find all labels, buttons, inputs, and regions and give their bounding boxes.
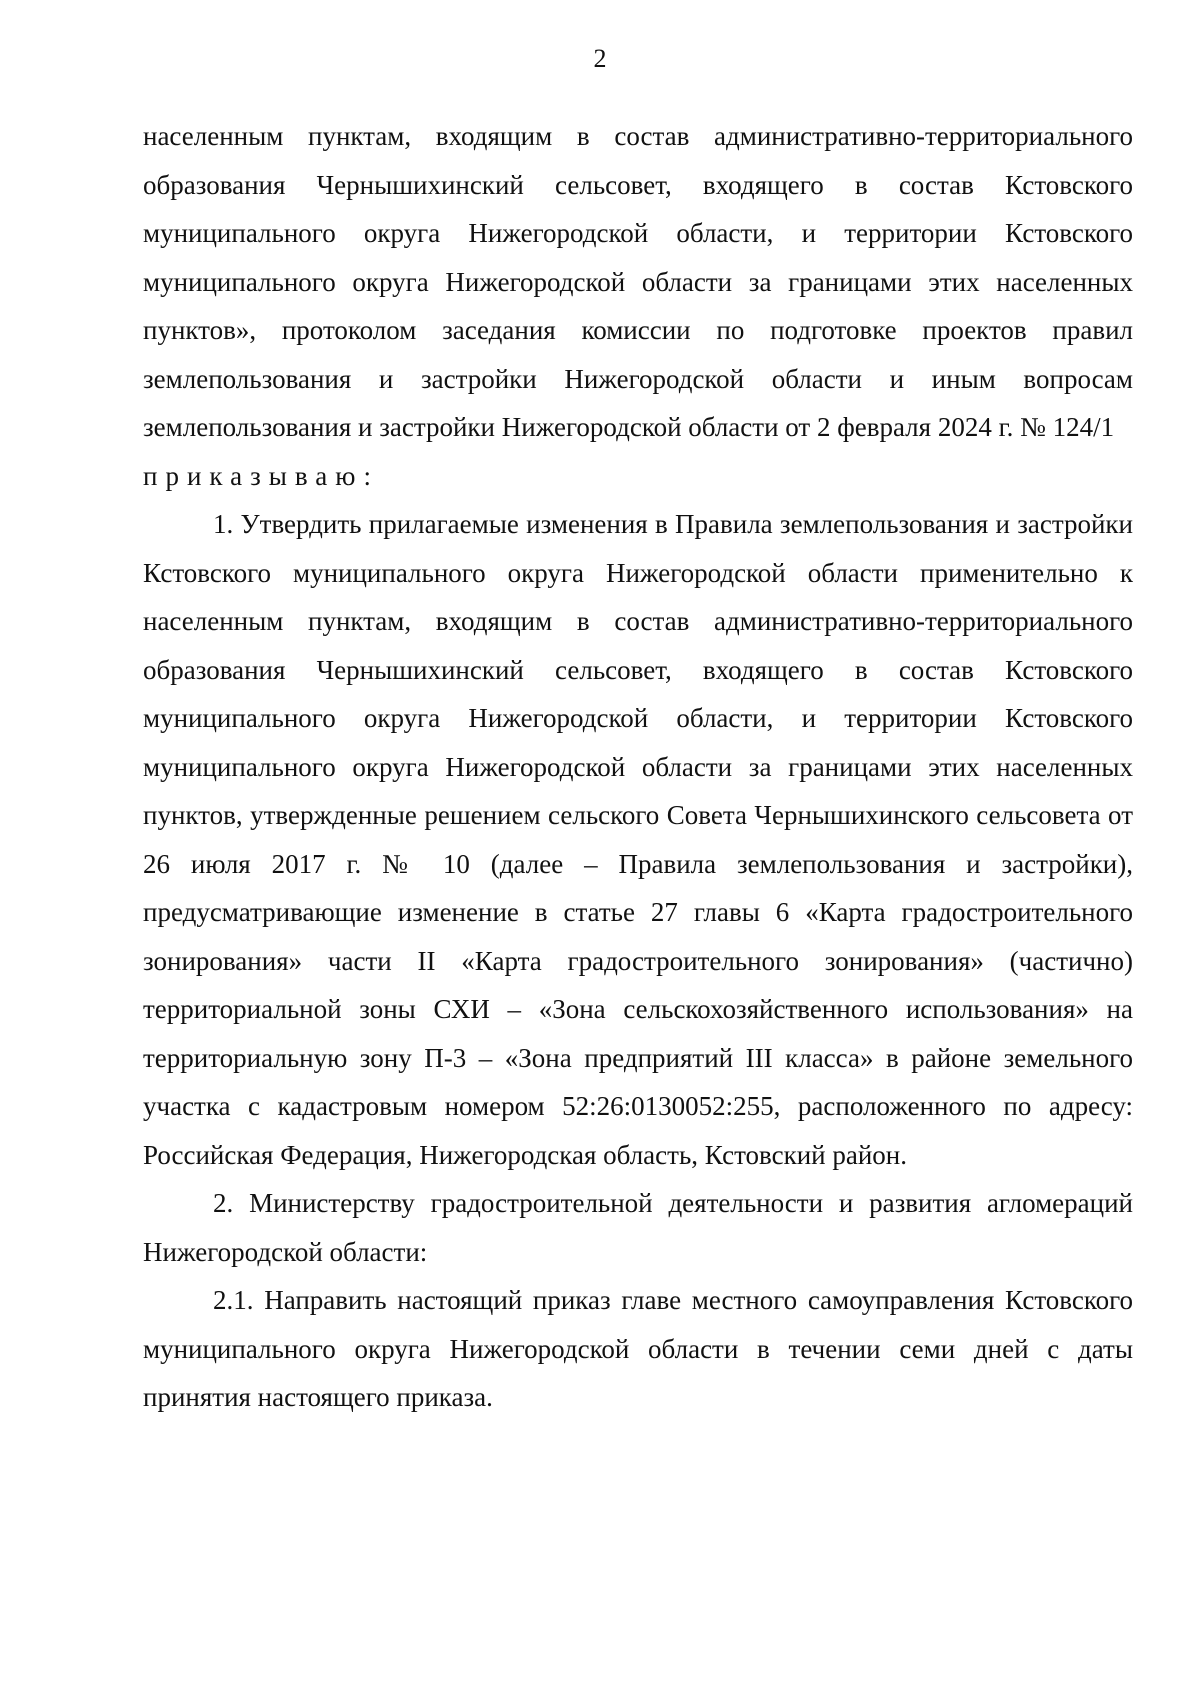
item-2-1-paragraph: 2.1. Направить настоящий приказ главе местного самоуправления Кстовского муниципального округа Нижегородской области в течении семи дней с даты принятия настоящего приказа. — [143, 1285, 1133, 1412]
order-word: приказываю: — [143, 460, 379, 491]
document-body — [143, 112, 1133, 1422]
item-1-paragraph: 1. Утвердить прилагаемые изменения в Правила землепользования и застройки Кстовского муниципального округа Нижегородской области применительно к населенным пунктам, входящим в состав административно-территориального образования Чернышихинский сельсовет, входящего в состав Кстовского муниципального округа Нижегородской области, и территории Кстовского муниципального округа Нижегородской области за границами этих населенных пунктов, утвержденные решением сельского Совета Чернышихинского сельсовета от 26 июля 2017 г. № 10 (далее – Правила землепользования и застройки), предусматривающие изменение в статье 27 главы 6 «Карта градостроительного зонирования» части II «Карта градостроительного зонирования» (частично) территориальной зоны СХИ – «Зона сельскохозяйственного использования» на территориальную зону П-3 – «Зона предприятий III класса» в районе земельного участка с кадастровым номером 52:26:0130052:255, расположенного по адресу: Российская Федерация, Нижегородская область, Кстовский район. — [143, 509, 1133, 1170]
intro-paragraph: населенным пунктам, входящим в состав административно-территориального образования Чернышихинский сельсовет, входящего в состав Кстовского муниципального округа Нижегородской области, и территории Кстовского муниципального округа Нижегородской области за границами этих населенных пунктов», протоколом заседания комиссии по подготовке проектов правил землепользования и застройки Нижегородской области и иным вопросам землепользования и застройки Нижегородской области от 2 февраля 2024 г. № 124/1 — [143, 121, 1133, 442]
item-2-paragraph: 2. Министерству градостроительной деятельности и развития агломераций Нижегородской области: — [143, 1188, 1133, 1267]
page-number: 2 — [593, 44, 607, 73]
